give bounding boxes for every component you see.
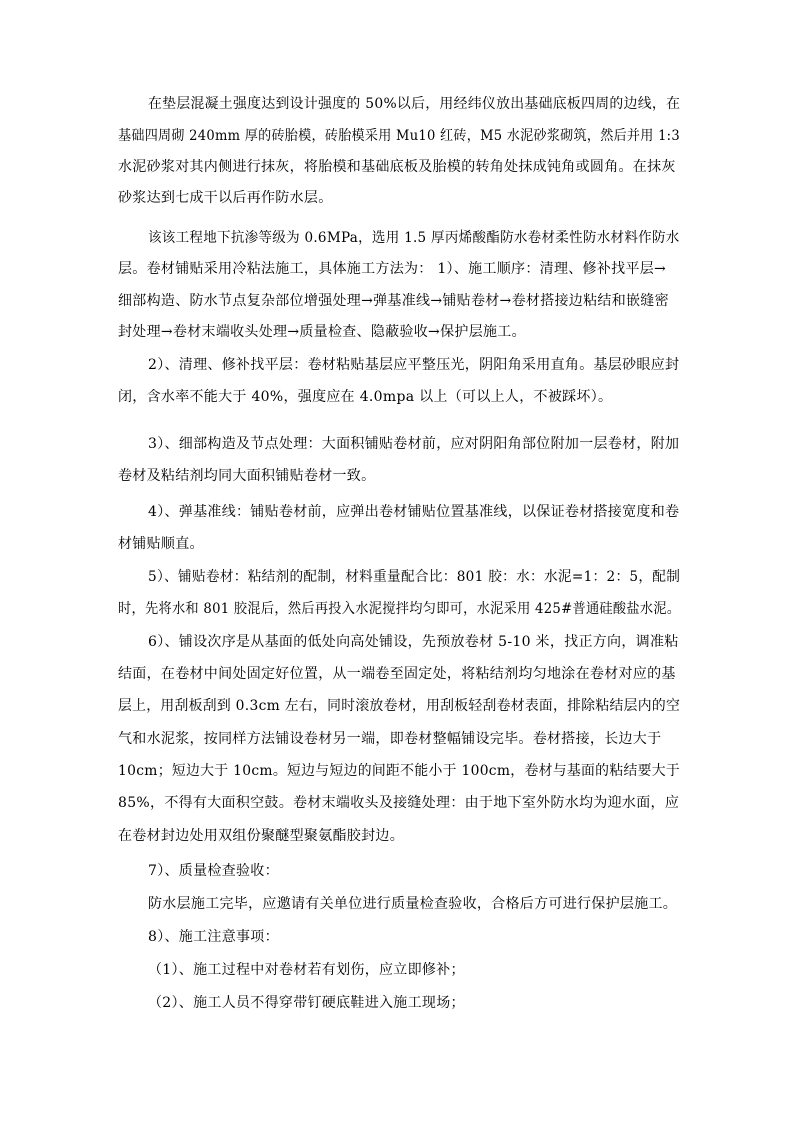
text-line: 10cm；短边大于 10cm。短边与短边的间距不能小于 100cm，卷材与基面的粘结要大于 xyxy=(118,763,681,779)
text-line: 3）、细部构造及节点处理：大面积铺贴卷材前，应对阴阳角部位附加一层卷材，附加 xyxy=(148,436,680,452)
text-line: 层上，用刮板刮到 0.3cm 左右，同时滚放卷材，用刮板轻刮卷材表面，排除粘结层内的空 xyxy=(118,698,681,714)
text-line: 4）、弹基准线：铺贴卷材前，应弹出卷材铺贴位置基准线，以保证卷材搭接宽度和卷 xyxy=(148,504,680,520)
text-line: 该该工程地下抗渗等级为 0.6MPa，选用 1.5 厚丙烯酸酯防水卷材柔性防水材料作防水 xyxy=(148,230,680,246)
text-line: 基础四周砌 240mm 厚的砖胎模，砖胎模采用 Mu10 红砖，M5 水泥砂浆砌筑，然后并用 1:3 xyxy=(118,128,680,144)
text-line: （2）、施工人员不得穿带钉硬底鞋进入施工现场； xyxy=(148,995,465,1011)
text-line: 气和水泥浆，按同样方法铺设卷材另一端，即卷材整幅铺设完毕。卷材搭接，长边大于 xyxy=(118,731,662,747)
text-line: 在垫层混凝土强度达到设计强度的 50%以后，用经纬仪放出基础底板四周的边线，在 xyxy=(148,96,681,112)
text-line: 6）、铺设次序是从基面的低处向高处铺设，先预放卷材 5-10 米，找正方向，调准粘 xyxy=(148,634,679,650)
text-line: 2）、清理、修补找平层：卷材粘贴基层应平整压光，阴阳角采用直角。基层砂眼应封 xyxy=(148,357,680,373)
text-line: 85%，不得有大面积空鼓。卷材末端收头及接缝处理：由于地下室外防水均为迎水面，应 xyxy=(118,795,680,811)
text-line: 水泥砂浆对其内侧进行抹灰，将胎模和基础底板及胎模的转角处抹成钝角或圆角。在抹灰 xyxy=(118,159,676,175)
text-line: 卷材及粘结剂均同大面积铺贴卷材一致。 xyxy=(118,468,376,484)
text-line: 层。卷材铺贴采用冷粘法施工，具体施工方法为： 1）、施工顺序：清理、修补找平层→ xyxy=(118,261,667,277)
text-line: 5）、铺贴卷材：粘结剂的配制，材料重量配合比：801 胶：水：水泥=1：2：5，配制 xyxy=(148,569,681,585)
text-line: （1）、施工过程中对卷材若有划伤，应立即修补； xyxy=(148,962,465,978)
text-line: 时，先将水和 801 胶混后，然后再投入水泥搅拌均匀即可，水泥采用 425#普通硅酸盐水泥。 xyxy=(118,601,681,617)
text-line: 8）、施工注意事项： xyxy=(148,929,279,945)
text-line: 细部构造、防水节点复杂部位增强处理→弹基准线→铺贴卷材→卷材搭接边粘结和嵌缝密 xyxy=(118,293,669,309)
text-line: 在卷材封边处用双组份聚醚型聚氨酯胶封边。 xyxy=(118,828,404,844)
text-line: 闭，含水率不能大于 40%，强度应在 4.0mpa 以上（可以上人，不被踩坏）。 xyxy=(118,389,613,405)
text-line: 结面，在卷材中间处固定好位置，从一端卷至固定处，将粘结剂均匀地涂在卷材对应的基 xyxy=(118,666,676,682)
text-line: 砂浆达到七成干以后再作防水层。 xyxy=(118,190,333,206)
text-line: 封处理→卷材末端收头处理→质量检查、隐蔽验收→保护层施工。 xyxy=(118,324,526,340)
text-line: 防水层施工完毕，应邀请有关单位进行质量检查验收，合格后方可进行保护层施工。 xyxy=(148,896,678,912)
text-line: 材铺贴顺直。 xyxy=(118,536,204,552)
text-line: 7）、质量检查验收： xyxy=(148,863,279,879)
